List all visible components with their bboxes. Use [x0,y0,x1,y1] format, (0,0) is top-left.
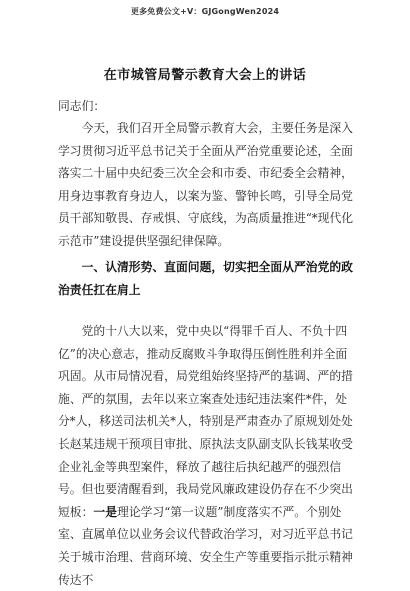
paragraph-intro: 今天，我们召开全局警示教育大会，主要任务是深入学习贯彻习近平总书记关于全面从严治党重要论述，全面落实二十届中央纪委三次全会和市委、市纪委全会精神，用身边事教育身边人，以案为鉴、警钟长鸣，引导全局党员干部知敬畏、存戒惧、守底线，为高质量推进“*现代化示范市”建设提供坚强纪律保障。 [58,121,354,248]
point-one-text: 理论学习“第一议题”制度落实不严。个别处室、直属单位以业务会议代替政治学习，对习近平总书记关于城市治理、营商环境、安全生产等重要指示批示精神传达不 [58,504,353,587]
section-heading-1: 一、认清形势、直面问题，切实把全面从严治党的政治责任扛在肩上 [58,260,353,297]
salutation: 同志们： [58,99,106,113]
header-note: 更多免费公文+V：GJGongWen2024 [130,7,280,16]
point-one-lead: 一是 [93,504,118,519]
paragraph-situation-text: 党的十八大以来，党中央以“得罪千百人、不负十四亿”的决心意志，推动反腐败斗争取得压倒性胜利并全面巩固。从市局情况看，局党组始终坚持严的基调、严的措施、严的氛围，去年以来立案查处违纪违法案件*件，处分*人，移送司法机关*人，特别是严肃查办了原规划处处长赵某违规干预项目审批、原执法支队副支队长钱某收受企业礼金等典型案件，释放了越往后执纪越严的强烈信号。但也要清醒看到，我局党风廉政建设仍存在不少突出短板： [58,324,353,519]
paragraph-situation [58,320,354,591]
speech-title: 在市城管局警示教育大会上的讲话 [103,68,307,83]
